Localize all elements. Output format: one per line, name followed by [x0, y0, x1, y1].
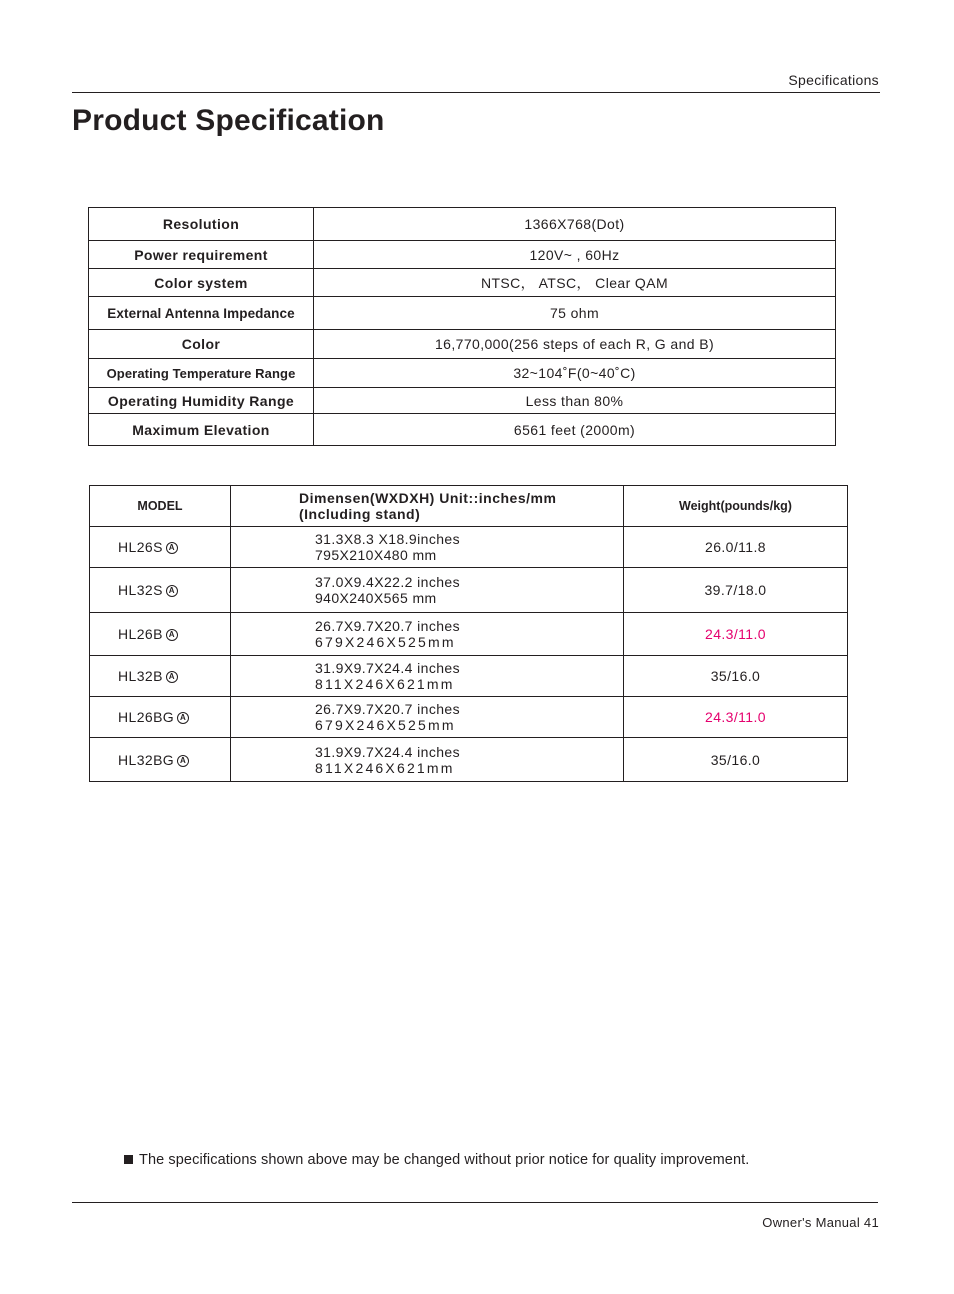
- weight-cell: 35/16.0: [624, 656, 848, 697]
- spec-label: Color: [89, 330, 314, 359]
- circled-a-icon: A: [177, 712, 189, 724]
- dimension-cell: [231, 656, 624, 697]
- dimension-mm: 795X210X480 mm: [315, 547, 437, 563]
- dimension-mm: 940X240X565 mm: [315, 590, 437, 606]
- model-cell: [90, 613, 231, 656]
- dimension-inches: 31.9X9.7X24.4 inches: [315, 660, 460, 676]
- weight-cell: 39.7/18.0: [624, 568, 848, 613]
- circled-a-icon: A: [166, 542, 178, 554]
- dimension-mm: 811X246X621mm: [315, 759, 455, 776]
- dimension-cell: [231, 738, 624, 782]
- model-row: [90, 527, 848, 568]
- weight-cell-highlighted: 24.3/11.0: [624, 613, 848, 656]
- spec-row-power: [89, 241, 836, 269]
- spec-row-color: [89, 330, 836, 359]
- page-footer: Owner's Manual 41: [762, 1215, 879, 1230]
- spec-row-humidity: [89, 388, 836, 414]
- model-column-header: MODEL: [90, 486, 231, 527]
- spec-row-color-system: [89, 269, 836, 297]
- spec-value: 120V~ , 60Hz: [314, 241, 836, 269]
- weight-cell-highlighted: 24.3/11.0: [624, 697, 848, 738]
- dimension-inches: 31.3X8.3 X18.9inches: [315, 531, 460, 547]
- model-row: [90, 568, 848, 613]
- model-name: HL32BG: [118, 751, 175, 768]
- dimension-inches: 26.7X9.7X20.7 inches: [315, 701, 460, 717]
- spec-label: Maximum Elevation: [89, 414, 314, 446]
- model-cell: [90, 656, 231, 697]
- spec-label: Operating Temperature Range: [89, 359, 314, 388]
- spec-value: Less than 80%: [314, 388, 836, 414]
- dimension-mm: 679X246X525mm: [315, 717, 456, 733]
- footer-divider: [72, 1202, 878, 1203]
- spec-row-antenna: [89, 297, 836, 330]
- model-dimension-table: [89, 485, 848, 782]
- model-row: [90, 738, 848, 782]
- square-bullet-icon: [124, 1155, 133, 1164]
- spec-row-temperature: [89, 359, 836, 388]
- spec-label: External Antenna Impedance: [89, 297, 314, 330]
- spec-row-resolution: [89, 208, 836, 241]
- dimension-mm: 811X246X621mm: [315, 676, 455, 692]
- spec-value: 32~104˚F(0~40˚C): [314, 359, 836, 388]
- spec-value: 1366X768(Dot): [314, 208, 836, 241]
- disclaimer-note: [124, 1152, 749, 1168]
- spec-label: Power requirement: [89, 241, 314, 269]
- spec-label: Color system: [89, 269, 314, 297]
- model-cell: [90, 568, 231, 613]
- spec-value: 16,770,000(256 steps of each R, G and B): [314, 330, 836, 359]
- model-name: HL32B: [118, 668, 163, 684]
- disclaimer-text: The specifications shown above may be changed without prior notice for quality improvement.: [139, 1152, 750, 1168]
- model-name: HL32S: [118, 582, 163, 598]
- dimension-cell: [231, 613, 624, 656]
- spec-value: 6561 feet (2000m): [314, 414, 836, 446]
- circled-a-icon: A: [166, 629, 178, 641]
- circled-a-icon: A: [166, 585, 178, 597]
- dimension-header-line2: (Including stand): [299, 506, 421, 522]
- model-row: [90, 697, 848, 738]
- circled-a-icon: A: [177, 755, 189, 767]
- model-name: HL26BG: [118, 709, 175, 725]
- model-row: [90, 613, 848, 656]
- dimension-inches: 37.0X9.4X22.2 inches: [315, 574, 460, 590]
- model-row: [90, 656, 848, 697]
- dimension-inches: 31.9X9.7X24.4 inches: [315, 743, 460, 760]
- spec-value: NTSC， ATSC， Clear QAM: [314, 269, 836, 297]
- model-cell: [90, 527, 231, 568]
- spec-row-elevation: [89, 414, 836, 446]
- spec-value: 75 ohm: [314, 297, 836, 330]
- dimension-cell: [231, 697, 624, 738]
- model-table-header: [90, 486, 848, 527]
- model-name: HL26S: [118, 539, 163, 555]
- dimension-inches: 26.7X9.7X20.7 inches: [315, 618, 460, 634]
- header-divider: [72, 92, 880, 93]
- model-cell: [90, 697, 231, 738]
- section-label: Specifications: [788, 72, 879, 88]
- dimension-column-header: [231, 486, 624, 527]
- weight-column-header: Weight(pounds/kg): [624, 486, 848, 527]
- dimension-cell: [231, 527, 624, 568]
- spec-label: Operating Humidity Range: [89, 388, 314, 414]
- spec-label: Resolution: [89, 208, 314, 241]
- page-title: Product Specification: [72, 104, 385, 137]
- weight-cell: 26.0/11.8: [624, 527, 848, 568]
- model-name: HL26B: [118, 626, 163, 642]
- model-cell: [90, 738, 231, 782]
- dimension-header-line1: Dimensen(WXDXH) Unit::inches/mm: [299, 490, 557, 506]
- dimension-cell: [231, 568, 624, 613]
- circled-a-icon: A: [166, 671, 178, 683]
- weight-cell: 35/16.0: [624, 738, 848, 782]
- spec-table: [88, 207, 836, 446]
- dimension-mm: 679X246X525mm: [315, 634, 456, 650]
